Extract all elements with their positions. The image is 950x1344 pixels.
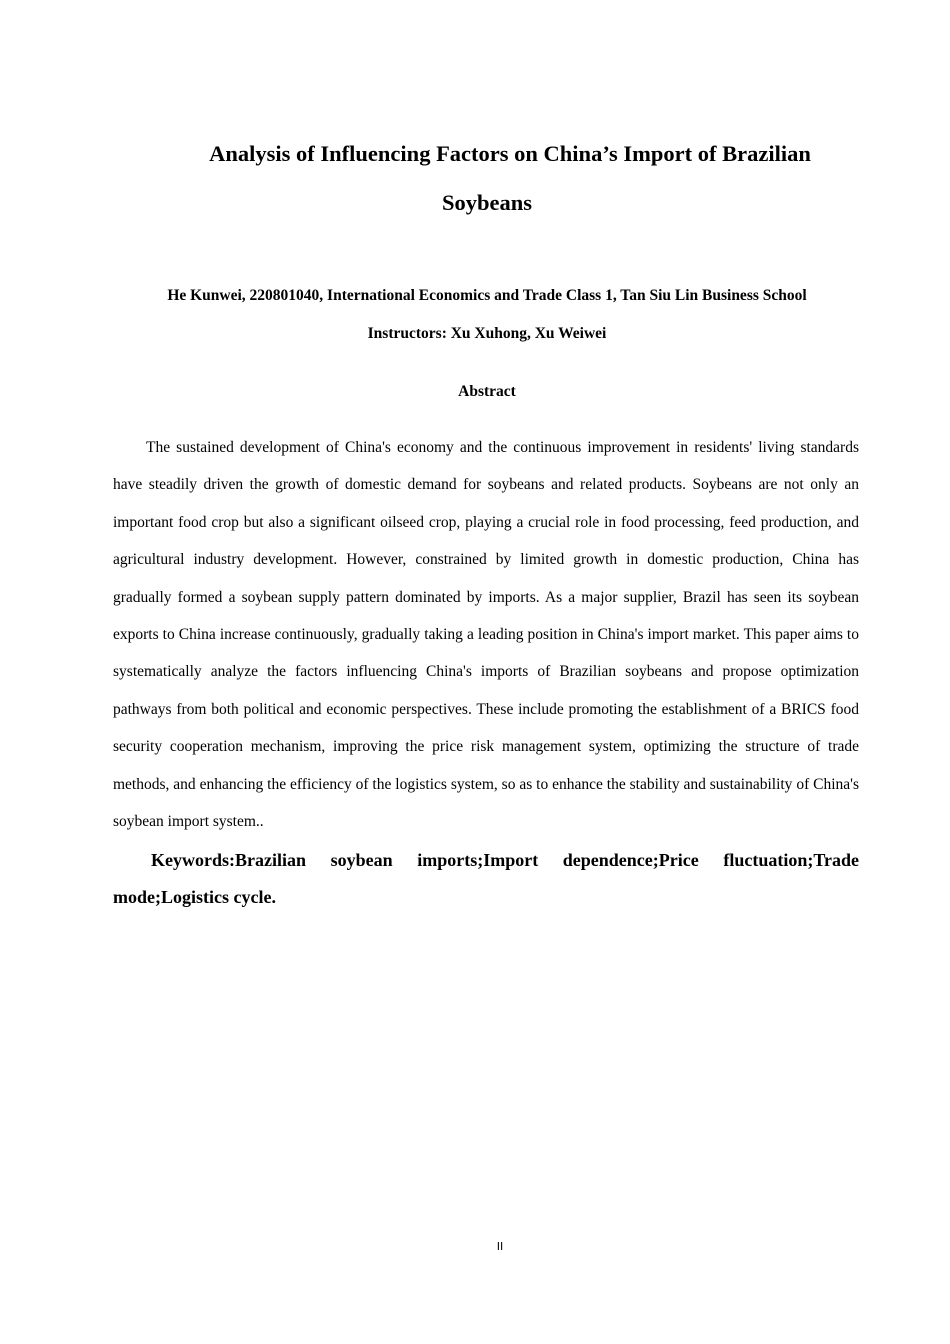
keywords-text: Brazilian soybean imports;Import dependence;Price fluctuation;Trade mode;Logistics cycle. <box>113 850 859 908</box>
page-number: II <box>496 1240 504 1253</box>
paper-title-line-2: Soybeans <box>441 190 533 215</box>
abstract-body: The sustained development of China's economy and the continuous improvement in residents' living standards have steadily driven the growth of domestic demand for soybeans and related products. Soybeans are not only an important food crop but also a significant oilseed crop, playing a crucial role in food processing, feed production, and agricultural industry development. However, constrained by limited growth in domestic production, China has gradually formed a soybean supply pattern dominated by imports. As a major supplier, Brazil has seen its soybean exports to China increase continuously, gradually taking a leading position in China's import market. This paper aims to systematically analyze the factors influencing China's imports of Brazilian soybeans and propose optimization pathways from both political and economic perspectives. These include promoting the establishment of a BRICS food security cooperation mechanism, improving the price risk management system, optimizing the structure of trade methods, and enhancing the efficiency of the logistics system, so as to enhance the stability and sustainability of China's soybean import system.. <box>113 439 859 831</box>
keywords-label: Keywords: <box>151 850 235 870</box>
paper-title-line-1: Analysis of Influencing Factors on China’s Import of Brazilian <box>209 141 811 166</box>
keywords-paragraph <box>113 842 859 917</box>
abstract-heading: Abstract <box>458 383 516 400</box>
instructors-line: Instructors: Xu Xuhong, Xu Weiwei <box>367 325 607 342</box>
author-line: He Kunwei, 220801040, International Economics and Trade Class 1, Tan Siu Lin Business School <box>167 287 807 304</box>
